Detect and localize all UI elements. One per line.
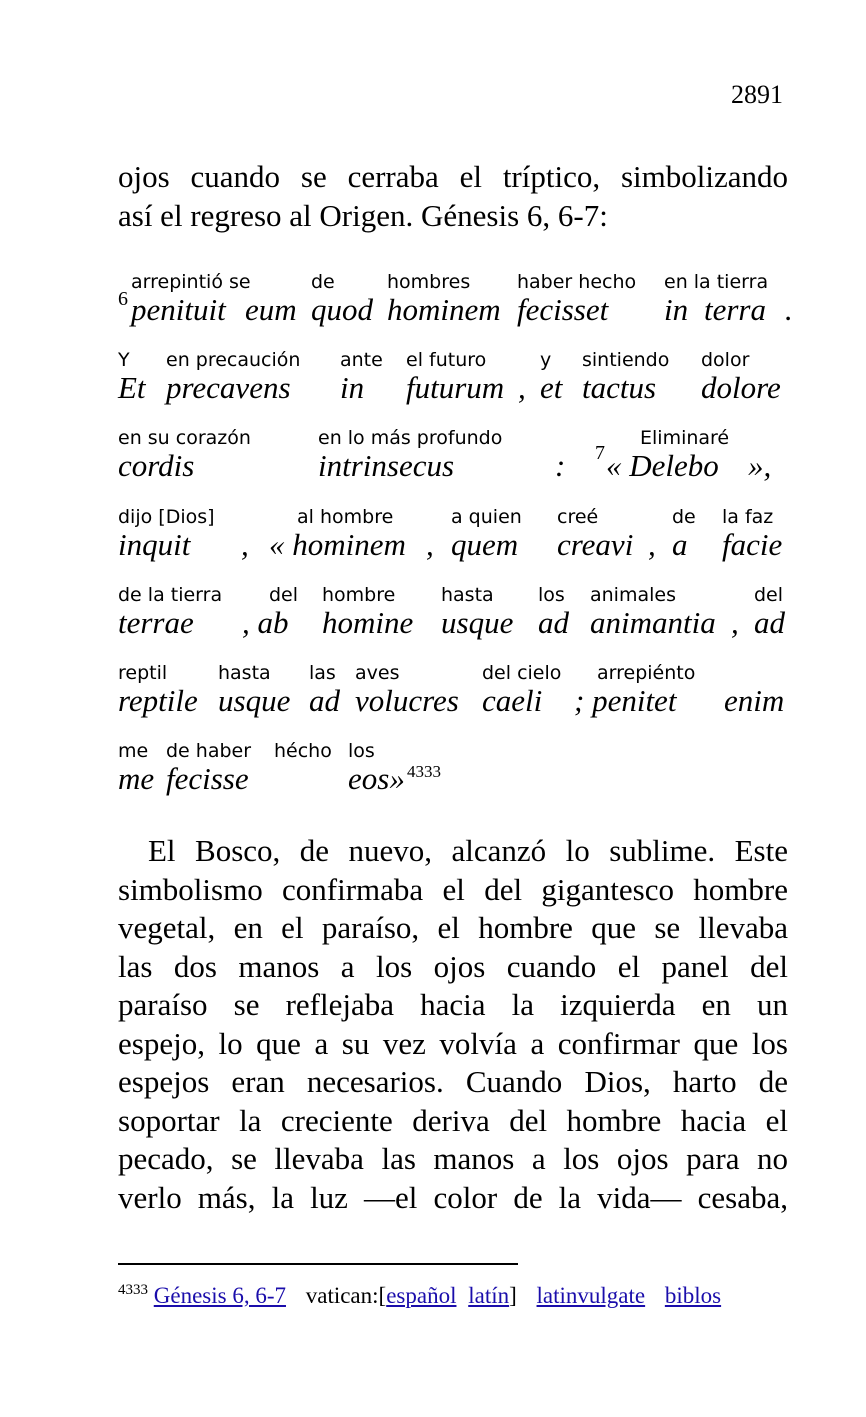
- gloss: Eliminaré: [640, 427, 730, 449]
- intro-line-1: ojos cuando se cerraba el tríptico, simbolizando: [118, 159, 788, 194]
- latin-word: fecisse: [166, 761, 249, 796]
- gloss: de: [311, 271, 335, 293]
- latinvulgate-link[interactable]: latinvulgate: [536, 1283, 646, 1308]
- latin-word: et: [540, 370, 563, 405]
- body-line: las dos manos a los ojos cuando el panel del: [118, 948, 788, 984]
- punctuation: ,: [241, 527, 249, 562]
- punctuation: ,: [731, 605, 739, 640]
- gloss: arrepintió se: [131, 271, 251, 293]
- punctuation: ,: [648, 527, 656, 562]
- gloss: reptil: [118, 662, 168, 684]
- latin-word: facie: [722, 527, 783, 562]
- footnote-marker: 4333: [407, 762, 441, 781]
- gloss: las: [309, 662, 336, 684]
- gloss: dijo [Dios]: [118, 506, 215, 528]
- latin-word: usque: [441, 605, 514, 640]
- punctuation: :: [555, 448, 566, 483]
- espanol-link[interactable]: español: [386, 1283, 457, 1308]
- latin-word: volucres: [355, 683, 459, 718]
- gloss: hasta: [441, 584, 494, 606]
- gloss: me: [118, 740, 149, 762]
- footnote-number: 4333: [118, 1282, 148, 1298]
- latin-word: « Delebo: [606, 448, 719, 483]
- genesis-reference-link[interactable]: Génesis 6, 6-7: [153, 1283, 286, 1308]
- vatican-label: vatican:[: [305, 1283, 387, 1308]
- intro-paragraph: [118, 158, 788, 235]
- gloss: animales: [590, 584, 676, 606]
- latin-word: ad: [754, 605, 785, 640]
- latin-word: me: [118, 761, 155, 796]
- gloss: de: [672, 506, 696, 528]
- footnote-separator: [118, 1263, 518, 1265]
- footnote: [118, 1282, 721, 1309]
- gloss: hécho: [274, 740, 332, 762]
- latin-word: ; penitet: [574, 683, 677, 718]
- body-line: paraíso se reflejaba hacia la izquierda en un: [118, 987, 788, 1022]
- gloss: de la tierra: [118, 584, 223, 606]
- gloss: ante: [340, 349, 383, 371]
- latin-word: precavens: [166, 370, 291, 405]
- latin-word: penituit: [131, 292, 226, 327]
- gloss: del cielo: [482, 662, 562, 684]
- biblos-link[interactable]: biblos: [664, 1283, 722, 1308]
- body-line: espejos eran necesarios. Cuando Dios, harto de: [118, 1064, 788, 1099]
- latin-word: ad: [309, 683, 340, 718]
- latin-word: quem: [451, 527, 519, 562]
- punctuation: .: [785, 292, 793, 327]
- gloss: la faz: [722, 506, 774, 528]
- body-line: El Bosco, de nuevo, alcanzó lo sublime. Este: [148, 833, 788, 868]
- gloss: haber hecho: [517, 271, 637, 293]
- gloss: aves: [355, 662, 400, 684]
- body-line: simbolismo confirmaba el del gigantesco hombre: [118, 871, 788, 907]
- latin-link[interactable]: latín: [468, 1283, 510, 1308]
- gloss: de haber: [166, 740, 252, 762]
- latin-word: , ab: [242, 605, 289, 640]
- gloss: en su corazón: [118, 427, 251, 449]
- gloss: en lo más profundo: [318, 427, 503, 449]
- latin-word: cordis: [118, 448, 195, 483]
- latin-word: inquit: [118, 527, 191, 562]
- gloss: Y: [118, 349, 130, 371]
- gloss: hombre: [322, 584, 396, 606]
- gloss: el futuro: [406, 349, 487, 371]
- gloss: y: [540, 349, 552, 371]
- punctuation: ,: [518, 370, 526, 405]
- verse-number: 6: [118, 288, 128, 310]
- latin-word: in: [340, 370, 365, 405]
- body-line: pecado, se llevaba las manos a los ojos para no: [118, 1141, 788, 1176]
- close-bracket: ]: [509, 1283, 517, 1308]
- gloss: dolor: [701, 349, 750, 371]
- latin-word: quod: [311, 292, 373, 327]
- latin-word: futurum: [406, 370, 505, 405]
- gloss: del: [754, 584, 784, 606]
- latin-word: terrae: [118, 605, 194, 640]
- latin-word: « hominem: [269, 527, 406, 562]
- latin-word: intrinsecus: [318, 448, 455, 483]
- body-line: verlo más, la luz —el color de la vida— cesaba,: [118, 1179, 788, 1215]
- latin-word: usque: [218, 683, 291, 718]
- gloss: hombres: [387, 271, 471, 293]
- gloss: creé: [557, 506, 599, 528]
- latin-word: eos»: [348, 761, 405, 796]
- body-paragraph: [118, 832, 788, 1217]
- latin-word: creavi: [557, 527, 634, 562]
- latin-word: hominem: [387, 292, 501, 327]
- latin-word: fecisset: [517, 292, 609, 327]
- gloss: en precaución: [166, 349, 301, 371]
- punctuation: »,: [748, 448, 772, 483]
- gloss: los: [538, 584, 565, 606]
- gloss: del: [269, 584, 299, 606]
- intro-line-2: así el regreso al Origen. Génesis 6, 6-7:: [118, 197, 608, 233]
- gloss: en la tierra: [664, 271, 769, 293]
- gloss: los: [348, 740, 375, 762]
- gloss: sintiendo: [582, 349, 670, 371]
- latin-word: caeli: [482, 683, 543, 718]
- gloss: arrepiénto: [597, 662, 696, 684]
- body-line: espejo, lo que a su vez volvía a confirmar que los: [118, 1025, 788, 1061]
- latin-word: tactus: [582, 370, 657, 405]
- latin-word: ad: [538, 605, 569, 640]
- latin-word: Et: [118, 370, 146, 405]
- latin-word: dolore: [701, 370, 781, 405]
- gloss: al hombre: [297, 506, 394, 528]
- body-line: soportar la creciente deriva del hombre hacia el: [118, 1102, 788, 1138]
- latin-word: a: [672, 527, 688, 562]
- verse-number: 7: [595, 442, 605, 464]
- latin-word: terra: [704, 292, 766, 327]
- latin-word: in: [664, 292, 689, 327]
- punctuation: ,: [426, 527, 434, 562]
- latin-word: enim: [724, 683, 785, 718]
- latin-word: animantia: [590, 605, 716, 640]
- gloss: hasta: [218, 662, 271, 684]
- gloss: a quien: [451, 506, 522, 528]
- body-line: vegetal, en el paraíso, el hombre que se llevaba: [118, 910, 788, 945]
- latin-word: eum: [245, 292, 297, 327]
- latin-word: reptile: [118, 683, 198, 718]
- page-number: 2891: [731, 80, 783, 109]
- latin-word: homine: [322, 605, 414, 640]
